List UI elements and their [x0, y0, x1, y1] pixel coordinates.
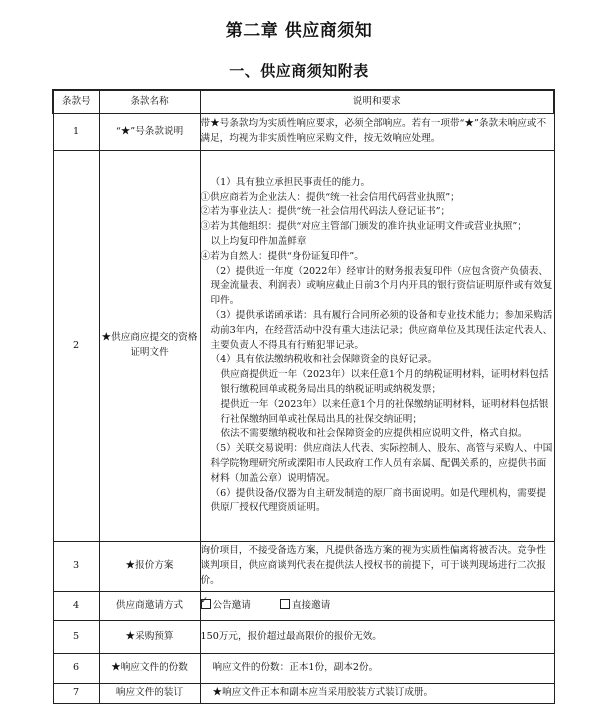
table-row	[53, 592, 554, 621]
requirement-line: 以上均复印件加盖鲜章	[210, 236, 307, 248]
invitation-method-options	[200, 592, 554, 621]
clause-name: ★响应文件的份数	[99, 654, 200, 684]
clause-description: ★响应文件正本和副本应当采用胶装方式装订成册。	[200, 684, 554, 704]
requirement-line: 依法不需要缴纳税收和社会保障资金的应提供相应说明文件，格式自拟。	[220, 428, 528, 440]
requirement-line: （5）关联交易说明：供应商法人代表、实际控制人、股东、高管与采购人、中国科学院物理研究所或溧阳市人民政府工作人员有亲属、配偶关系的，应提供书面材料（加盖公章）说明情况。	[210, 443, 553, 484]
table-header-row	[53, 90, 554, 114]
option-public-invitation[interactable]	[200, 595, 251, 614]
requirement-line: 供应商提供近一年（2023年）以来任意1个月的纳税证明材料，证明材料包括银行缴税回单或税务局出具的纳税证明或纳税发票；	[220, 369, 549, 395]
header-description: 说明和要求	[200, 90, 554, 114]
option-label: 直接邀请	[291, 599, 331, 611]
table-row	[53, 684, 554, 704]
chapter-title: 第二章 供应商须知	[225, 21, 373, 41]
clause-no: 7	[53, 684, 99, 704]
requirement-line: ③若为其他组织：提供“对应主管部门颁发的准许执业证明文件或营业执照”；	[200, 221, 527, 233]
requirement-line: ②若为事业法人：提供“统一社会信用代码法人登记证书”；	[200, 206, 451, 218]
clause-no: 3	[53, 542, 99, 592]
clause-no: 1	[53, 114, 99, 151]
section-title: 一、供应商须知附表	[229, 62, 369, 80]
clause-name: “★”号条款说明	[99, 114, 200, 151]
clause-no: 5	[53, 621, 99, 654]
table-row	[53, 114, 554, 151]
requirement-line: （3）提供承诺函承诺：具有履行合同所必须的设备和专业技术能力；参加采购活动前3年内，在经营活动中没有重大违法记录；供应商单位及其现任法定代表人、主要负责人不得具有行贿犯罪记录。	[210, 310, 553, 351]
option-direct-invitation[interactable]	[280, 599, 330, 614]
table-row	[53, 151, 554, 542]
clause-description: 响应文件的份数：正本1份，副本2份。	[200, 654, 554, 684]
requirement-line: 提供近一年（2023年）以来任意1个月的社保缴纳证明材料，证明材料包括银行社保缴纳回单或社保局出具的社保交纳证明；	[220, 398, 549, 425]
clause-name: 响应文件的装订	[99, 684, 200, 704]
clause-name: ★采购预算	[99, 621, 200, 654]
clause-no: 4	[53, 592, 99, 621]
clause-name: ★报价方案	[99, 542, 200, 592]
supplier-notice-table	[52, 89, 555, 704]
table-row	[53, 621, 554, 654]
clause-name: ★供应商应提交的资格证明文件	[99, 151, 200, 542]
clause-no: 6	[53, 654, 99, 684]
clause-description: 带★号条款均为实质性响应要求，必须全部响应。若有一项带“★”条款未响应或不满足，均视为非实质性响应采购文件，按无效响应处理。	[200, 114, 554, 151]
requirement-line: ④若为自然人：提供“身份证复印件”。	[200, 250, 364, 262]
requirement-line: ①供应商若为企业法人：提供“统一社会信用代码营业执照”；	[200, 191, 460, 203]
table-row	[53, 654, 554, 684]
clause-description	[200, 151, 554, 542]
requirement-line: （6）提供设备/仪器为自主研发制造的原厂商书面说明。如是代理机构，需要提供原厂授权代理资质证明。	[210, 487, 547, 514]
checkbox-checked-icon[interactable]: ✓	[201, 599, 211, 609]
clause-no: 2	[53, 151, 99, 542]
clause-description: 150万元，报价超过最高限价的报价无效。	[200, 621, 554, 654]
header-clause-no: 条款号	[53, 90, 99, 114]
checkbox-empty-icon[interactable]	[280, 599, 290, 609]
requirement-line: （1）具有独立承担民事责任的能力。	[210, 176, 371, 188]
option-label: 公告邀请	[212, 599, 251, 611]
clause-description: 询价项目，不接受备选方案，凡提供备选方案的视为实质性偏离将被否决。竞争性谈判项目，供应商谈判代表在提供法人授权书的前提下，可于谈判现场进行二次报价。	[200, 542, 554, 592]
requirement-line: （4）具有依法缴纳税收和社会保障资金的良好记录。	[210, 354, 438, 366]
requirement-line: （2）提供近一年度（2022年）经审计的财务报表复印件（应包含资产负债表、现金流量表、利润表）或响应截止日前3个月内开具的银行资信证明原件或有效复印件。	[210, 265, 553, 307]
clause-name: 供应商邀请方式	[99, 592, 200, 621]
table-row	[53, 542, 554, 592]
header-clause-name: 条款名称	[99, 90, 200, 114]
